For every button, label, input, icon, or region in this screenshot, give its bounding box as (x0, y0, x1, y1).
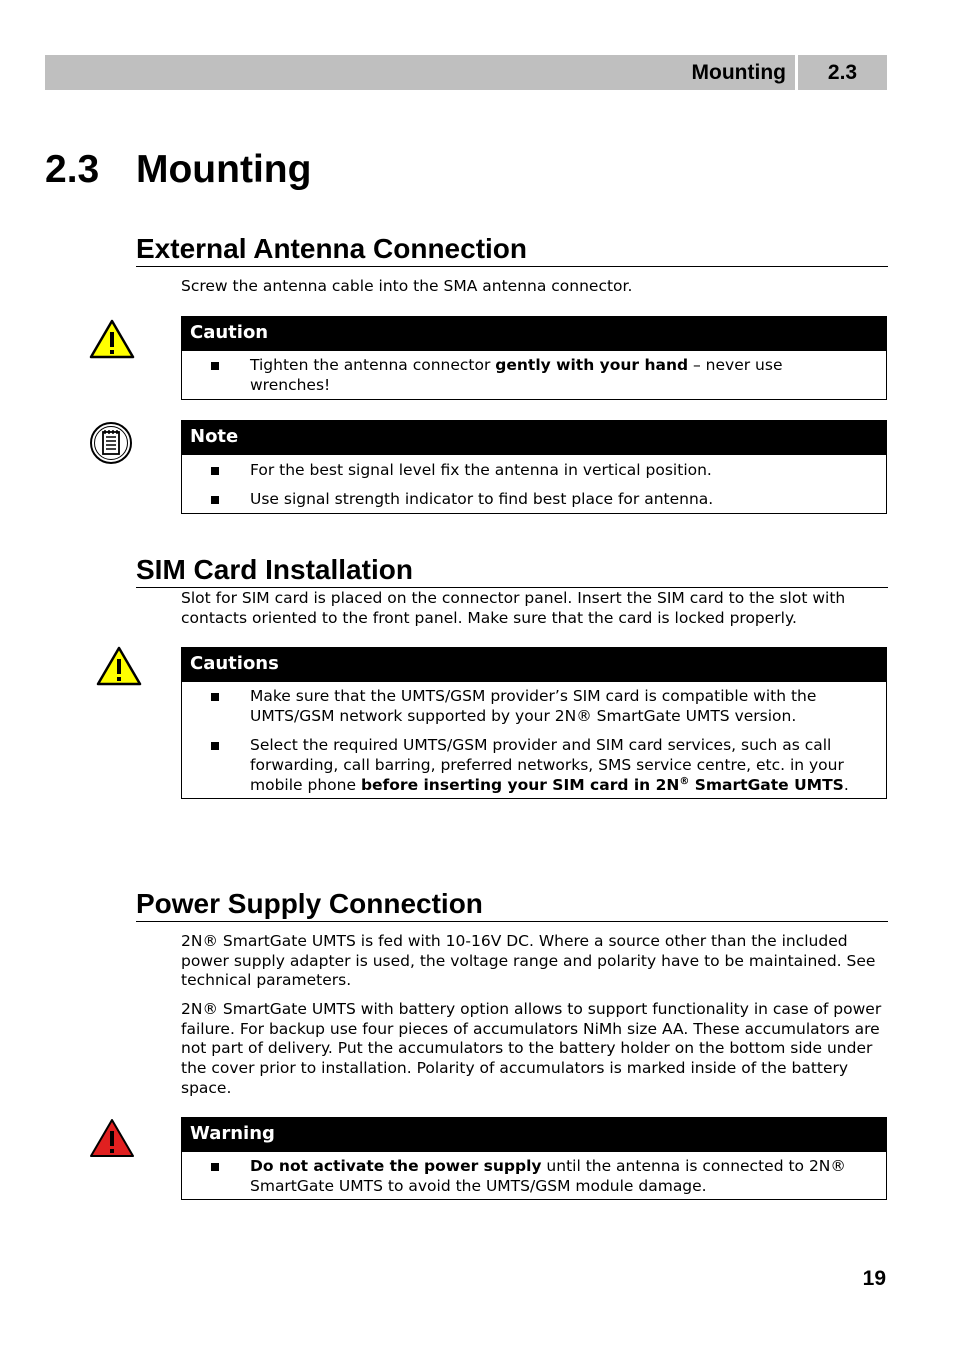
warning-box-title: Warning (182, 1118, 886, 1152)
chapter-number: 2.3 (45, 148, 100, 191)
bullet-square-icon (211, 467, 219, 475)
chapter-title-text: Mounting (136, 148, 312, 191)
list-item: Select the required UMTS/GSM provider and SIM card services, such as call forwarding, call barring, preferred networks, SMS service centre, etc. in your mobile phone before inserting your SIM card in 2N® SmartGate UMTS. (182, 736, 886, 795)
list-item: Use signal strength indicator to find best place for antenna. (182, 490, 886, 510)
page-number: 19 (862, 1267, 886, 1290)
running-header-title: Mounting (691, 61, 786, 84)
power-paragraph-1: 2N® SmartGate UMTS is fed with 10-16V DC. Where a source other than the included power supply adapter is used, the voltage range and polarity have to be maintained. See technical parameters. (181, 932, 876, 990)
list-item: Make sure that the UMTS/GSM provider’s SIM card is compatible with the UMTS/GSM network supported by your 2N® SmartGate UMTS version. (182, 687, 886, 726)
running-header-number-box (798, 55, 887, 90)
list-item: Do not activate the power supply until the antenna is connected to 2N® SmartGate UMTS to avoid the UMTS/GSM module damage. (182, 1157, 886, 1196)
antenna-paragraph: Screw the antenna cable into the SMA antenna connector. (181, 277, 633, 295)
warning-list (182, 1152, 886, 1199)
caution-box-title: Caution (182, 317, 886, 351)
list-item: Tighten the antenna connector gently with your hand – never use wrenches! (182, 356, 886, 395)
note-notepad-icon (89, 421, 133, 465)
cautions-list (182, 682, 886, 798)
section-heading-antenna: External Antenna Connection (136, 232, 888, 267)
sim-paragraph: Slot for SIM card is placed on the connector panel. Insert the SIM card to the slot with contacts oriented to the front panel. Make sure that the card is locked properly. (181, 589, 846, 627)
bullet-square-icon (211, 693, 219, 701)
caution-triangle-icon (89, 319, 135, 359)
caution-box-antenna (181, 316, 887, 400)
warning-triangle-icon (89, 1118, 135, 1158)
running-header-bar (45, 55, 795, 90)
chapter-title (45, 148, 311, 192)
caution-triangle-icon (96, 646, 142, 686)
cautions-box-sim (181, 647, 887, 799)
running-header-number: 2.3 (827, 61, 858, 84)
bullet-square-icon (211, 362, 219, 370)
bullet-square-icon (211, 742, 219, 750)
note-box-title: Note (182, 421, 886, 455)
bullet-square-icon (211, 496, 219, 504)
note-list (182, 455, 886, 513)
caution-list (182, 351, 886, 399)
section-heading-sim: SIM Card Installation (136, 553, 888, 588)
note-box (181, 420, 887, 514)
warning-box (181, 1117, 887, 1200)
cautions-box-title: Cautions (182, 648, 886, 682)
section-heading-power: Power Supply Connection (136, 887, 888, 922)
list-item: For the best signal level fix the antenna in vertical position. (182, 461, 886, 481)
bullet-square-icon (211, 1163, 219, 1171)
power-paragraph-2: 2N® SmartGate UMTS with battery option allows to support functionality in case of power failure. For backup use four pieces of accumulators NiMh size AA. These accumulators are not part of delivery. Put the accumulators to the battery holder on the bottom side under the cover prior to installation. Polarity of accumulators is marked inside of the battery space. (181, 1000, 882, 1097)
